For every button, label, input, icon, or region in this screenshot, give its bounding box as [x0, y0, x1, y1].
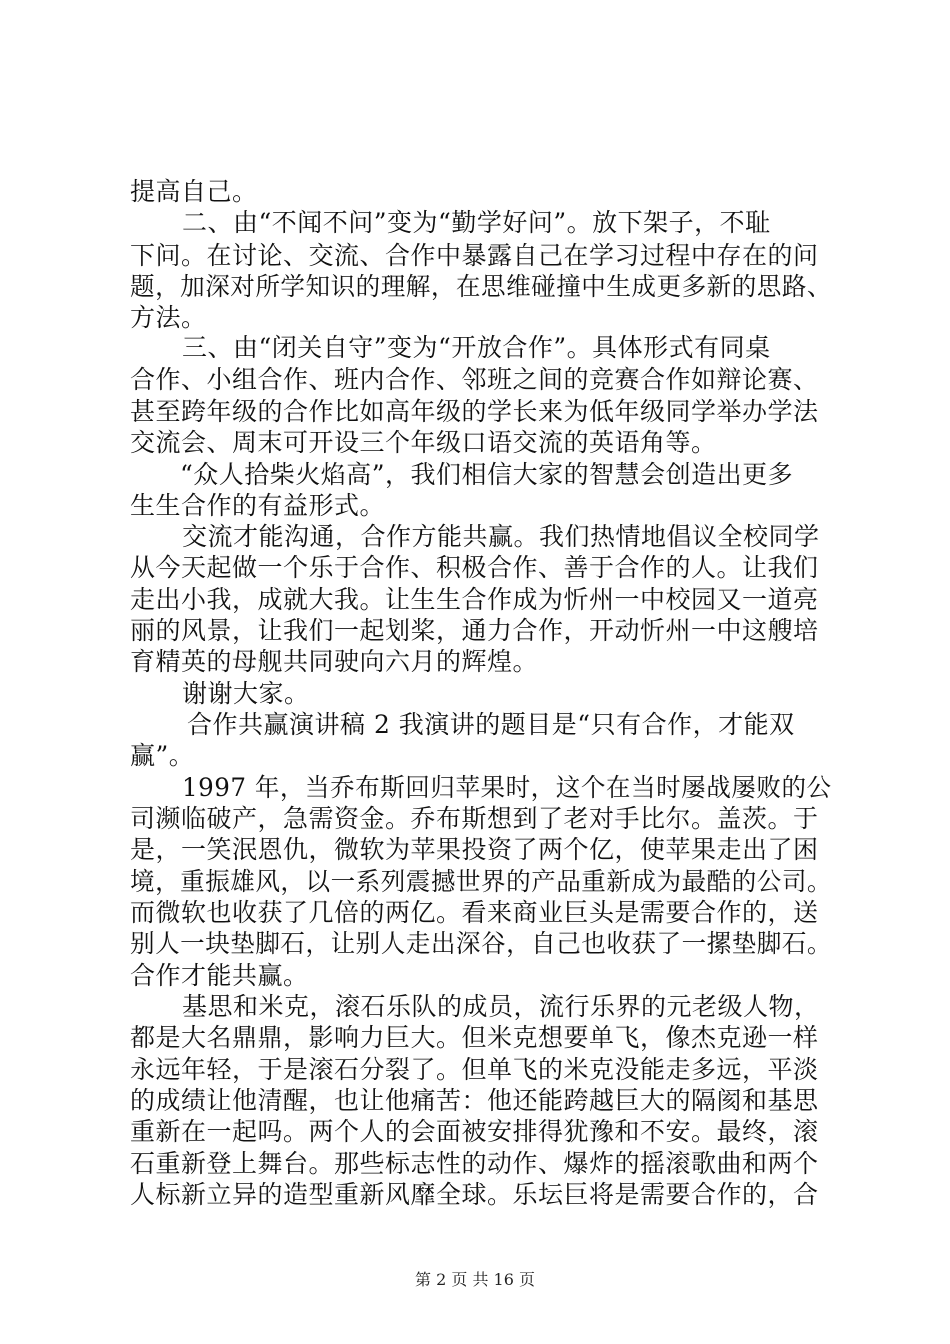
text-line: 丽的风景，让我们一起划桨，通力合作，开动忻州一中这艘培 [130, 616, 819, 645]
text-line: 别人一块垫脚石，让别人走出深谷，自己也收获了一摞垫脚石。 [130, 929, 833, 958]
text-line: 交流会、周末可开设三个年级口语交流的英语角等。 [130, 428, 717, 457]
text-line: 交流才能沟通，合作方能共赢。我们热情地倡议全校同学 [182, 522, 820, 551]
text-line: 合作共赢演讲稿 2 我演讲的题目是“只有合作，才能双 [187, 710, 795, 739]
text-line: 境，重振雄风，以一系列震撼世界的产品重新成为最酷的公司。 [130, 867, 833, 896]
text-line: 石重新登上舞台。那些标志性的动作、爆炸的摇滚歌曲和两个 [130, 1149, 819, 1178]
text-line: “众人拾柴火焰高”，我们相信大家的智慧会创造出更多 [180, 460, 794, 489]
text-line: 三、由“闭关自守”变为“开放合作”。具体形式有同桌 [182, 333, 771, 362]
text-line: 谢谢大家。 [182, 679, 310, 708]
page-number-footer: 第 2 页 共 16 页 [415, 1270, 535, 1289]
text-line: 生生合作的有益形式。 [130, 491, 386, 520]
text-line: 1997 年，当乔布斯回归苹果时，这个在当时屡战屡败的公 [182, 773, 832, 802]
text-line: 而微软也收获了几倍的两亿。看来商业巨头是需要合作的，送 [130, 898, 819, 927]
text-line: 合作、小组合作、班内合作、邻班之间的竞赛合作如辩论赛、 [130, 365, 819, 394]
text-line: 赢”。 [130, 741, 195, 770]
text-line: 提高自己。 [130, 177, 258, 206]
text-line: 从今天起做一个乐于合作、积极合作、善于合作的人。让我们 [130, 553, 819, 582]
text-line: 司濒临破产，急需资金。乔布斯想到了老对手比尔。盖茨。于 [130, 804, 819, 833]
text-line: 走出小我，成就大我。让生生合作成为忻州一中校园又一道亮 [130, 585, 819, 614]
text-line: 合作才能共赢。 [130, 961, 309, 990]
text-line: 育精英的母舰共同驶向六月的辉煌。 [130, 647, 539, 676]
text-line: 都是大名鼎鼎，影响力巨大。但米克想要单飞，像杰克逊一样 [130, 1023, 819, 1052]
text-line: 下问。在讨论、交流、合作中暴露自己在学习过程中存在的问 [130, 241, 819, 270]
text-line: 题，加深对所学知识的理解，在思维碰撞中生成更多新的思路、 [130, 272, 833, 301]
text-line: 永远年轻，于是滚石分裂了。但单飞的米克没能走多远，平淡 [130, 1055, 819, 1084]
text-line: 甚至跨年级的合作比如高年级的学长来为低年级同学举办学法 [130, 397, 819, 426]
text-line: 重新在一起吗。两个人的会面被安排得犹豫和不安。最终，滚 [130, 1117, 819, 1146]
text-line: 是，一笑泯恩仇，微软为苹果投资了两个亿，使苹果走出了困 [130, 835, 819, 864]
text-line: 方法。 [130, 303, 207, 332]
text-line: 人标新立异的造型重新风靡全球。乐坛巨将是需要合作的，合 [130, 1180, 819, 1209]
text-line: 基思和米克，滚石乐队的成员，流行乐界的元老级人物， [182, 992, 820, 1021]
text-line: 二、由“不闻不问”变为“勤学好问”。放下架子，不耻 [182, 208, 771, 237]
text-line: 的成绩让他清醒，也让他痛苦：他还能跨越巨大的隔阂和基思 [130, 1086, 819, 1115]
